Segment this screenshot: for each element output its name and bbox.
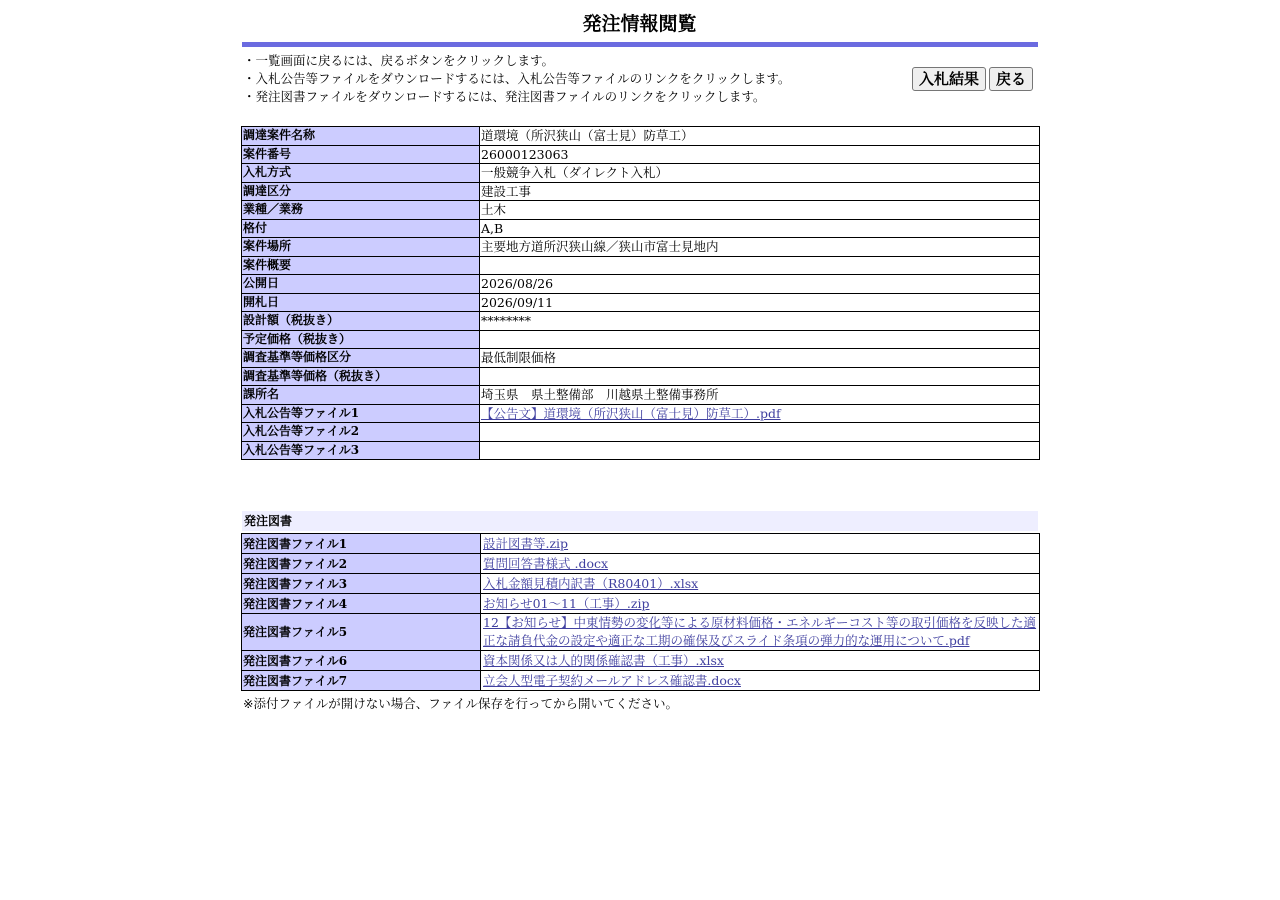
table-row: [242, 441, 1040, 460]
detail-value: 最低制限価格: [480, 349, 1040, 368]
table-row: [242, 127, 1040, 146]
table-row: [242, 256, 1040, 275]
table-row: [242, 574, 1040, 594]
table-row: [242, 349, 1040, 368]
drawing-file-link[interactable]: 質問回答書様式 .docx: [483, 555, 609, 571]
table-row: [242, 330, 1040, 349]
details-table: [241, 126, 1040, 460]
detail-label: 入札公告等ファイル2: [242, 423, 480, 442]
drawing-file-link[interactable]: 資本関係又は人的関係確認書（工事）.xlsx: [483, 652, 724, 668]
detail-label: 調達区分: [242, 182, 480, 201]
detail-label: 調達案件名称: [242, 127, 480, 146]
detail-label: 入札方式: [242, 164, 480, 183]
file-label: 発注図書ファイル2: [242, 554, 481, 574]
file-value: [481, 594, 1040, 614]
detail-label: 開札日: [242, 293, 480, 312]
drawing-file-link[interactable]: 立会人型電子契約メールアドレス確認書.docx: [483, 672, 741, 688]
file-value: [481, 651, 1040, 671]
detail-label: 課所名: [242, 386, 480, 405]
bid-notice-file-link[interactable]: 【公告文】道環境（所沢狭山（富士見）防草工）.pdf: [481, 405, 781, 421]
file-label: 発注図書ファイル7: [242, 671, 481, 691]
table-row: [242, 671, 1040, 691]
detail-value: [480, 423, 1040, 442]
detail-label: 調査基準等価格区分: [242, 349, 480, 368]
file-label: 発注図書ファイル4: [242, 594, 481, 614]
table-row: [242, 367, 1040, 386]
table-row: [242, 423, 1040, 442]
table-row: [242, 651, 1040, 671]
instruction-line: ・入札公告等ファイルをダウンロードするには、入札公告等ファイルのリンクをクリックします。: [243, 71, 791, 86]
detail-label: 格付: [242, 219, 480, 238]
table-row: [242, 614, 1040, 651]
detail-value: 土木: [480, 201, 1040, 220]
drawing-file-link[interactable]: 入札金額見積内訳書（R80401）.xlsx: [483, 575, 699, 591]
table-row: [242, 404, 1040, 423]
table-row: [242, 219, 1040, 238]
table-row: [242, 312, 1040, 331]
detail-value: ********: [480, 312, 1040, 331]
drawing-file-link[interactable]: 12【お知らせ】中東情勢の変化等による原材料価格・エネルギーコスト等の取引価格を反映した適正な請負代金の設定や適正な工期の確保及びスライド条項の弾力的な運用について.pdf: [483, 615, 1037, 648]
drawing-file-link[interactable]: お知らせ01～11（工事）.zip: [483, 595, 650, 611]
table-row: [242, 201, 1040, 220]
detail-label: 業種／業務: [242, 201, 480, 220]
file-label: 発注図書ファイル1: [242, 534, 481, 554]
detail-label: 調査基準等価格（税抜き）: [242, 367, 480, 386]
table-row: [242, 182, 1040, 201]
title-divider: [242, 42, 1038, 47]
detail-label: 案件場所: [242, 238, 480, 257]
table-row: [242, 275, 1040, 294]
detail-value: 2026/08/26: [480, 275, 1040, 294]
detail-label: 入札公告等ファイル3: [242, 441, 480, 460]
table-row: [242, 386, 1040, 405]
table-row: [242, 164, 1040, 183]
file-value: [481, 554, 1040, 574]
file-value: [481, 614, 1040, 651]
detail-label: 予定価格（税抜き）: [242, 330, 480, 349]
file-value: [481, 574, 1040, 594]
back-button[interactable]: 戻る: [989, 67, 1033, 91]
bid-results-button[interactable]: 入札結果: [912, 67, 986, 91]
table-row: [242, 238, 1040, 257]
detail-value: A,B: [480, 219, 1040, 238]
table-row: [242, 554, 1040, 574]
table-row: [242, 145, 1040, 164]
file-label: 発注図書ファイル3: [242, 574, 481, 594]
detail-label: 公開日: [242, 275, 480, 294]
instruction-line: ・一覧画面に戻るには、戻るボタンをクリックします。: [243, 53, 555, 68]
table-row: [242, 293, 1040, 312]
detail-value: 主要地方道所沢狭山線／狭山市富士見地内: [480, 238, 1040, 257]
detail-value: [480, 367, 1040, 386]
detail-value: 一般競争入札（ダイレクト入札）: [480, 164, 1040, 183]
detail-value: 道環境（所沢狭山（富士見）防草工）: [480, 127, 1040, 146]
file-label: 発注図書ファイル5: [242, 614, 481, 651]
action-buttons: [912, 67, 1033, 91]
detail-label: 設計額（税抜き）: [242, 312, 480, 331]
detail-value: [480, 441, 1040, 460]
detail-value: [480, 256, 1040, 275]
file-value: [481, 534, 1040, 554]
detail-value: 埼玉県 県土整備部 川越県土整備事務所: [480, 386, 1040, 405]
detail-label: 案件番号: [242, 145, 480, 164]
detail-value: 2026/09/11: [480, 293, 1040, 312]
detail-value: [480, 404, 1040, 423]
detail-label: 入札公告等ファイル1: [242, 404, 480, 423]
table-row: [242, 594, 1040, 614]
drawing-file-link[interactable]: 設計図書等.zip: [483, 535, 569, 551]
table-row: [242, 534, 1040, 554]
detail-label: 案件概要: [242, 256, 480, 275]
detail-value: 26000123063: [480, 145, 1040, 164]
detail-value: [480, 330, 1040, 349]
instructions: [243, 52, 903, 106]
file-label: 発注図書ファイル6: [242, 651, 481, 671]
instruction-line: ・発注図書ファイルをダウンロードするには、発注図書ファイルのリンクをクリックします。: [243, 89, 766, 104]
attachment-note: ※添付ファイルが開けない場合、ファイル保存を行ってから開いてください。: [243, 696, 678, 711]
drawings-table: [241, 533, 1040, 691]
page-title: 発注情報閲覧: [582, 13, 697, 35]
drawings-section-title: 発注図書: [242, 511, 1038, 531]
file-value: [481, 671, 1040, 691]
detail-value: 建設工事: [480, 182, 1040, 201]
